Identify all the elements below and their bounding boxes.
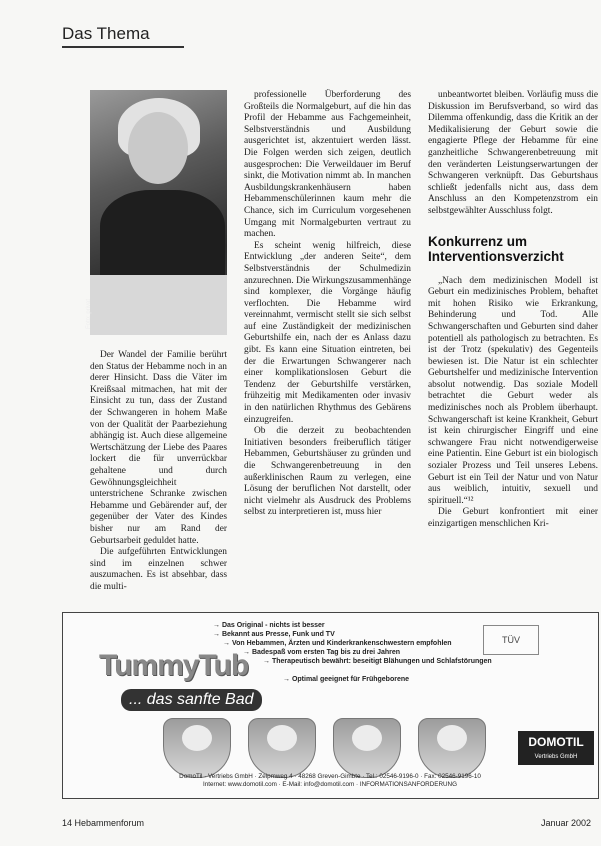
section-heading: Das Thema (62, 24, 150, 43)
ad-feature: → Das Original - nichts ist besser (213, 622, 325, 629)
baby-image (352, 725, 382, 751)
column-2 (244, 90, 411, 519)
article-photo (86, 90, 227, 333)
column-3 (428, 90, 598, 531)
paragraph: professionelle Überforderung des Großteils die Normalgeburt, auf die hin das Profil der Hebamme aus Fachgemeinheit, Selbstverständnis und Ausbildung ausgerichtet ist, akzentuiert werden lässt. Die Folgen werden sich zeigen, deutlich ausgesprochen: Die Verweildauer im Beruf sinkt, die Motivation nimmt ab. In manchen Ausbildungskrankenhäusern haben Hebammenschülerinnen kaum mehr die Chance, sich im Curriculum vorgesehenen Umgang mit Normalgeburten vertraut zu machen. (244, 90, 411, 240)
subheading: Konkurrenz um Interventionsverzicht (428, 233, 564, 264)
brand-tagline: ... das sanfte Bad (121, 689, 262, 711)
tub-image (163, 718, 231, 778)
advertisement[interactable] (62, 612, 599, 799)
company-logo-text: DOMOTIL (528, 735, 584, 749)
ad-feature: → Therapeutisch bewährt: beseitigt Blähungen und Schlafstörungen (263, 658, 492, 665)
page-footer-right: Januar 2002 (540, 818, 591, 828)
paragraph: Die Geburt konfrontiert mit einer einzigartigen menschlichen Kri- (428, 507, 598, 529)
paragraph: Die aufgeführten Entwicklungen sind im einzelnen schwer auszumachen. Es ist absehbar, dass die multi- (90, 547, 227, 592)
company-logo (518, 731, 594, 765)
ad-contact-line: DomoTil · Vertriebs GmbH · Zeipmweg 4 · 48268 Greven-Gimbte · Tel.: 02546-9196-0 · Fax: 02546-9196-10 (179, 773, 481, 780)
heading-rule (62, 46, 184, 48)
ad-feature: → Badespaß vom ersten Tag bis zu drei Jahren (243, 649, 401, 656)
ad-feature: → Bekannt aus Presse, Funk und TV (213, 631, 335, 638)
paragraph: Es scheint wenig hilfreich, diese Entwicklung „der anderen Seite“, dem Selbstverständnis der Schulmedizin anzurechnen. Die Wirkungszusammenhänge sind komplexer, die Vorgänge häufig verflochten. Die Hebamme wird vereinnahmt, vermischt stellt sie sich selbst auf eine Zuständigkeit der medizinischen Geburtshilfe ein, nach der es Anlass dazu gibt. Es kann eine Situation eintreten, bei der die Erwartungen Schwangerer nach einer komplikationslosen Geburt die Tendenz der Geburtshilfe verstärken, frühzeitig mit Medikamenten oder invasiv in den natürlichen Rhythmus des Gebärens einzugreifen. (244, 240, 411, 425)
company-logo-sub: Vertriebs GmbH (534, 754, 578, 760)
certification-logo: TÜV (483, 625, 539, 655)
baby-image (437, 725, 467, 751)
photo-face (128, 112, 188, 184)
photo-body (100, 190, 225, 280)
baby-image (182, 725, 212, 751)
tub-image (418, 718, 486, 778)
ad-feature: → Von Hebammen, Ärzten und Kinderkrankenschwestern empfohlen (223, 640, 452, 647)
ad-feature: → Optimal geeignet für Frühgeborene (283, 676, 410, 683)
paragraph: unbeantwortet bleiben. Vorläufig muss die Diskussion im Berufsverband, so wird das Dilemma offenkundig, dass die Kritik an der Medikalisierung der Geburt sowie die engagierte Pflege der Hebamme für eine ganzheitliche Schwangerenbetreuung mit den veränderten Leistungserwartungen der Schwangeren verknüpft. Das Geburtshaus schließt jedenfalls nicht aus, dass dem Anschluss an den Kompetenzstrom ein selbstgewählter Ausschluss folgt. (428, 90, 598, 216)
baby-image (267, 725, 297, 751)
photo-sheet (90, 275, 227, 335)
tub-image (333, 718, 401, 778)
paragraph: Ob die derzeit zu beobachtenden Initiativen besonders freiberuflich tätiger Hebammen, Geburtshäuser zu gründen und die Schwangerenbetreuung in den außerklinischen Raum zu verlegen, eine Lösung der beruflichen Not darstellt, oder nicht vielmehr als Ausdruck des Problems selbst zu interpretieren ist, muss hier (244, 426, 411, 518)
paragraph: „Nach dem medizinischen Modell ist Geburt ein medizinisches Problem, behaftet mit hohen Risiko wie Erkrankung, Behinderung und Tod. Alle Schwangerschaften und Geburten sind daher potentiell als pathologisch zu betrachten. Es ist der Trotz (spekulativ) des Gegenteils bewiesen ist. Die Natur ist ein schlechter Geburtshelfer und medizinische Intervention absolut notwendig. Das soziale Modell betrachtet die Geburt weder als medizinisches noch als Problem überhaupt. Schwangerschaft ist keine Krankheit, Geburt ist kein chirurgischer Eingriff und eine schwangere Frau nicht notwendigerweise eine Patientin. Eine Geburt ist ein biologisch sozialer Prozess und Teil unseres Lebens. Geburt ist ein Teil der Natur und von Natur aus weiblich, intuitiv, sexuell und spirituell.“¹² (428, 275, 598, 506)
page-footer-left: 14 Hebammenforum (62, 818, 145, 828)
brand-logo: TummyTub (99, 649, 249, 682)
ad-contact (69, 773, 591, 789)
ad-contact-line: Internet: www.domotil.com · E-Mail: info@domotil.com · INFORMATIONSANFORDERUNG (203, 781, 457, 788)
column-1 (90, 350, 227, 593)
tub-image (248, 718, 316, 778)
photo-credit: Foto: privat (86, 298, 92, 329)
paragraph: Der Wandel der Familie berührt den Status der Hebamme noch in an derer Hinsicht. Dass die Väter im Kreißsaal mitmachen, hat mit der Einsicht zu tun, dass der Zustand der Schwangeren in hohem Maße von der Qualität der Paarbeziehung abhängig ist. Auch diese allgemeine Wertschätzung der Liebe des Paares lockert die für unverrückbar gehaltene und durch Gewöhnungsgleichheit unterstrichene Schranke zwischen Hebamme und Gebärender auf, der gegenüber der Vater des Kindes bisher nur am Rand der Geburtsarbeit geduldet hatte. (90, 350, 227, 546)
